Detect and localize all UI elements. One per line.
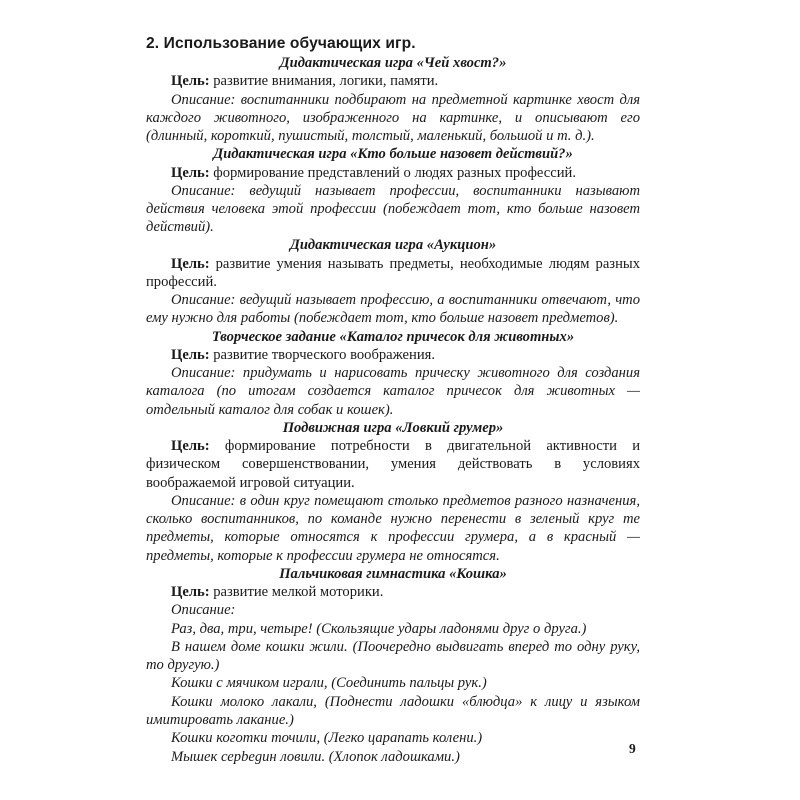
verse-line: В нашем доме кошки жили. (Поочередно выдвигать вперед то одну руку, то другую.) <box>146 638 640 674</box>
goal-text: развитие внимания, логики, памяти. <box>213 73 439 90</box>
section-title: Пальчиковая гимнастика «Кошка» <box>279 565 507 582</box>
goal-line <box>146 346 640 364</box>
section-heading: 2. Использование обучающих игр. <box>146 35 416 52</box>
goal-line <box>146 72 640 90</box>
goal-label: Цель: <box>171 584 210 601</box>
description: Описание: ведущий называет профессии, воспитанники называют действия человека этой профессии (побеждает тот, кто больше назовет действий). <box>146 182 640 236</box>
verse-line: Кошки с мячиком играли, (Соединить пальцы рук.) <box>171 675 487 692</box>
section-title: Дидактическая игра «Чей хвост?» <box>279 55 507 71</box>
verse-line: Кошки молоко лакали, (Поднести ладошки «блюдца» к лицу и языком имитировать лакание.) <box>146 693 640 728</box>
section-title: Творческое задание «Каталог причесок для животных» <box>211 328 575 345</box>
description: Описание: воспитанники подбирают на предметной картинке хвост для каждого животного, изображенного на картинке, и описывают его (длинный, короткий, пушистый, толстый, маленький, большой и т. д.). <box>146 91 640 145</box>
description: Описание: <box>171 602 236 619</box>
game-lovkii-grumer <box>146 419 640 565</box>
description: Описание: в один круг помещают столько предметов разного назначения, сколько воспитанников, по команде нужно перенести в зеленый круг те предметы, которые относятся к профессии грумера, а в красный — предметы, которые к профессии грумера не относятся. <box>146 492 640 564</box>
goal-text: развитие умения называть предметы, необходимые людям разных профессий. <box>146 255 640 291</box>
game-chei-khvost <box>146 54 640 145</box>
goal-line <box>146 164 640 182</box>
verse-line: Мышек серbegин ловили. (Хлопок ладошками.) <box>171 748 460 765</box>
goal-line <box>146 583 640 601</box>
goal-label: Цель: <box>171 347 210 364</box>
goal-text: формирование представлений о людях разных профессий. <box>213 164 576 181</box>
goal-text: развитие творческого воображения. <box>213 347 436 364</box>
page-content <box>146 26 640 766</box>
section-title: Дидактическая игра «Кто больше назовет действий?» <box>213 146 573 163</box>
goal-label: Цель: <box>171 255 210 272</box>
description: Описание: придумать и нарисовать прическу животного для создания каталога (по итогам создается каталог причесок для животных — отдельный каталог для собак и кошек). <box>146 365 640 418</box>
goal-line <box>146 255 640 291</box>
goal-line <box>146 437 640 492</box>
goal-label: Цель: <box>171 438 210 455</box>
game-auktsion <box>146 236 640 327</box>
description: Описание: ведущий называет профессию, а воспитанники отвечают, что ему нужно для работы (побеждает тот, кто больше назовет предметов). <box>146 292 640 327</box>
gymnastics-koshka <box>146 565 640 766</box>
verse-line: Раз, два, три, четыре! (Скользящие удары ладонями друг о друга.) <box>171 620 587 637</box>
page-number: 9 <box>629 741 636 756</box>
section-title: Подвижная игра «Ловкий грумер» <box>282 419 504 436</box>
goal-label: Цель: <box>171 73 210 90</box>
section-title: Дидактическая игра «Аукцион» <box>289 237 497 254</box>
goal-text: формирование потребности в двигательной активности и физическом совершенствовании, умения действовать в условиях воображаемой игровой ситуации. <box>146 438 640 491</box>
goal-label: Цель: <box>171 164 210 181</box>
game-kto-bolshe <box>146 145 640 236</box>
task-katalog <box>146 328 640 419</box>
verse-line: Кошки коготки точили, (Легко царапать колени.) <box>171 730 483 747</box>
goal-text: развитие мелкой моторики. <box>213 584 384 601</box>
